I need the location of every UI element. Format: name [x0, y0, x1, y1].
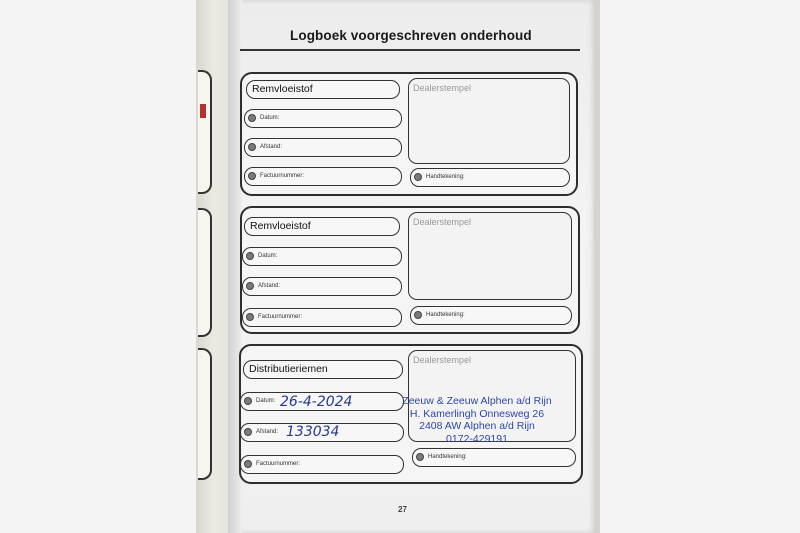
stamp-line-city: 2408 AW Alphen a/d Rijn	[419, 420, 535, 432]
signature-label: Handtekening:	[428, 454, 467, 460]
invoice-field-2[interactable]	[242, 308, 402, 327]
circle-icon	[248, 114, 256, 122]
background-left	[0, 0, 200, 533]
stamp-line-street: H. Kamerlingh Onnesweg 26	[409, 407, 545, 420]
mileage-field-1[interactable]	[244, 138, 402, 157]
stamp-line-phone: 0172-429191	[446, 432, 508, 445]
signature-label: Handtekening:	[426, 312, 465, 318]
mileage-label: Afstand:	[258, 283, 281, 289]
facing-page-red-mark	[200, 104, 206, 118]
mileage-field-2[interactable]	[242, 277, 402, 296]
page-right-edge	[594, 0, 600, 533]
circle-icon	[246, 282, 254, 290]
facing-page-card	[198, 348, 212, 480]
signature-field-1[interactable]	[410, 168, 570, 187]
dealer-stamp-box-2	[408, 212, 572, 300]
signature-field-3[interactable]	[412, 448, 576, 467]
circle-icon	[416, 453, 424, 461]
page-number: 27	[398, 505, 407, 514]
circle-icon	[244, 428, 252, 436]
signature-field-2[interactable]	[410, 306, 572, 325]
date-label: Datum:	[260, 115, 280, 121]
invoice-field-1[interactable]	[244, 167, 402, 186]
mileage-label: Afstand:	[260, 144, 283, 150]
stamp-label: Dealerstempel	[413, 217, 472, 227]
invoice-field-3[interactable]	[240, 455, 404, 474]
dealer-stamp-imprint	[384, 395, 570, 445]
background-right	[600, 0, 800, 533]
date-label: Datum:	[256, 398, 276, 404]
circle-icon	[248, 172, 256, 180]
stamp-label: Dealerstempel	[413, 355, 472, 365]
circle-icon	[246, 313, 254, 321]
circle-icon	[414, 311, 422, 319]
section-heading-1: Remvloeistof	[246, 80, 400, 99]
invoice-label: Factuurnummer:	[256, 461, 301, 467]
facing-page-card	[198, 70, 212, 194]
date-field-2[interactable]	[242, 247, 402, 266]
page-title: Logboek voorgeschreven onderhoud	[290, 28, 532, 43]
date-label: Datum:	[258, 253, 278, 259]
handwritten-mileage: 133034	[286, 424, 340, 440]
circle-icon	[244, 397, 252, 405]
handwritten-date: 26-4-2024	[280, 394, 353, 410]
section-heading-2: Remvloeistof	[244, 217, 400, 236]
signature-label: Handtekening:	[426, 174, 465, 180]
date-field-1[interactable]	[244, 109, 402, 128]
mileage-label: Afstand:	[256, 429, 279, 435]
dealer-stamp-box-1	[408, 78, 570, 164]
stamp-label: Dealerstempel	[413, 83, 472, 93]
invoice-label: Factuurnummer:	[258, 314, 303, 320]
title-underline	[240, 49, 580, 51]
invoice-label: Factuurnummer:	[260, 173, 305, 179]
circle-icon	[244, 460, 252, 468]
circle-icon	[248, 143, 256, 151]
section-heading-3: Distributieriemen	[243, 360, 403, 379]
stamp-line-company: Zeeuw & Zeeuw Alphen a/d Rijn	[402, 395, 552, 407]
circle-icon	[414, 173, 422, 181]
circle-icon	[246, 252, 254, 260]
facing-page-card	[198, 208, 212, 337]
